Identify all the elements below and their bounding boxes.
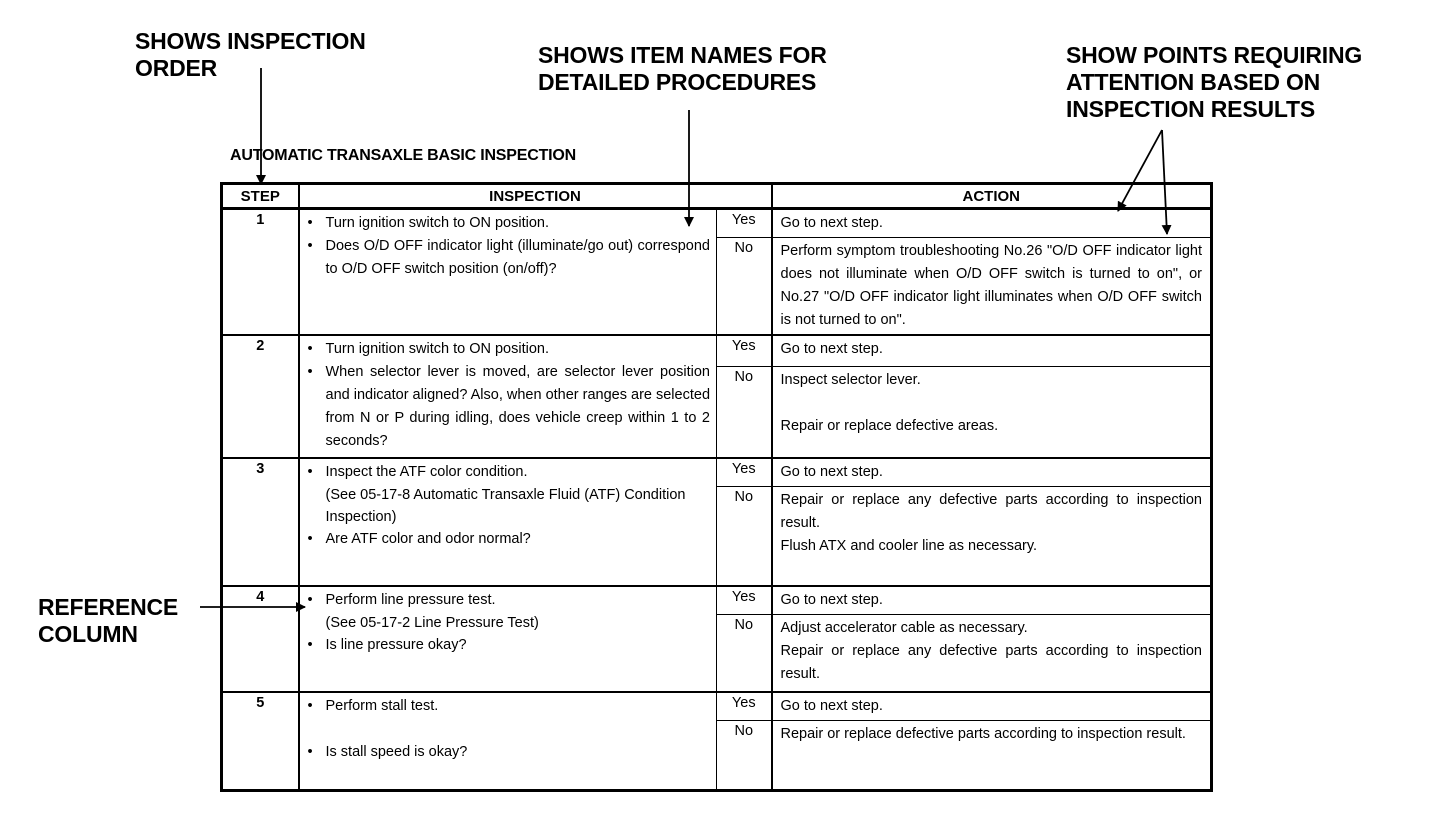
no-action-secondary: Repair or replace any defective parts according to inspection result. [780,643,1202,682]
no-action: Repair or replace any defective parts according to inspection result. [780,492,1202,531]
table-row [222,692,1212,721]
no-label: No [717,238,772,336]
inspection-item: Turn ignition switch to ON position. [325,341,550,357]
yes-label: Yes [717,209,772,238]
step-number: 5 [222,692,299,791]
bullet-mark: • [307,238,313,254]
step-number: 4 [222,586,299,692]
no-action-cell [772,615,1212,693]
reference-note: (See 05-17-2 Line Pressure Test) [325,615,539,631]
yes-label: Yes [717,335,772,367]
no-action-cell [772,487,1212,587]
inspection-item: When selector lever is moved, are selector lever position and indicator aligned? Also, when other ranges are selected from N or P during idling, does vehicle creep within 1 to 2 seconds? [325,364,711,449]
no-action: Adjust accelerator cable as necessary. [780,620,1028,636]
inspection-item: Perform line pressure test. [325,592,496,608]
header-inspection: INSPECTION [299,184,772,209]
inspection-item: Perform stall test. [325,698,439,714]
callout-reference-column: REFERENCE COLUMN [38,594,179,647]
inspection-item: Inspect the ATF color condition. [325,464,528,480]
inspection-cell [299,692,717,791]
no-label: No [717,615,772,693]
bullet-mark: • [307,744,313,760]
header-action: ACTION [772,184,1212,209]
inspection-cell [299,586,717,692]
yes-action: Go to next step. [772,458,1212,487]
bullet-mark: • [307,592,313,608]
table-row [222,335,1212,367]
bullet-mark: • [307,341,313,357]
step-number: 3 [222,458,299,586]
page-title: AUTOMATIC TRANSAXLE BASIC INSPECTION [230,147,576,164]
no-action: Inspect selector lever. [780,372,921,389]
table-row [222,458,1212,487]
no-action-secondary: Repair or replace defective areas. [780,418,999,435]
bullet-mark: • [307,464,313,480]
inspection-item: Is line pressure okay? [325,637,467,653]
inspection-table [220,182,1213,792]
yes-label: Yes [717,458,772,487]
table-header [222,184,1212,209]
callout-inspection-order: SHOWS INSPECTION ORDER [135,28,366,81]
yes-action: Go to next step. [772,335,1212,367]
callout-points-attention: SHOW POINTS REQUIRING ATTENTION BASED ON INSPECTION RESULTS [1066,42,1363,122]
bullet-mark: • [307,364,313,380]
no-action: Repair or replace defective parts according to inspection result. [780,726,1186,742]
table-row [222,586,1212,615]
header-step: STEP [222,184,299,209]
bullet-mark: • [307,215,313,231]
yes-action: Go to next step. [772,209,1212,238]
bullet-mark: • [307,637,313,653]
bullet-mark: • [307,698,313,714]
inspection-cell [299,458,717,586]
no-action: Perform symptom troubleshooting No.26 "O/D OFF indicator light does not illuminate when O/D OFF switch is turned to on", or No.27 "O/D OFF indicator light illuminates when O/D OFF switch is not turned to on". [772,238,1212,336]
no-label: No [717,367,772,458]
inspection-item: Turn ignition switch to ON position. [325,215,550,231]
step-number: 1 [222,209,299,336]
yes-label: Yes [717,586,772,615]
yes-label: Yes [717,692,772,721]
reference-note: (See 05-17-8 Automatic Transaxle Fluid (ATF) Condition Inspection) [325,487,686,525]
inspection-item: Does O/D OFF indicator light (illuminate/go out) correspond to O/D OFF switch position (on/off)? [325,238,710,277]
no-action-cell [772,367,1212,458]
inspection-cell [299,209,717,336]
inspection-item: Is stall speed is okay? [325,744,468,760]
step-number: 2 [222,335,299,458]
bullet-mark: • [307,531,313,547]
no-label: No [717,487,772,587]
inspection-cell [299,335,717,458]
callout-item-names: SHOWS ITEM NAMES FOR DETAILED PROCEDURES [538,42,827,95]
no-label: No [717,721,772,791]
no-action-secondary: Flush ATX and cooler line as necessary. [780,538,1038,554]
inspection-item: Are ATF color and odor normal? [325,531,531,547]
yes-action: Go to next step. [772,692,1212,721]
table-row [222,209,1212,238]
yes-action: Go to next step. [772,586,1212,615]
